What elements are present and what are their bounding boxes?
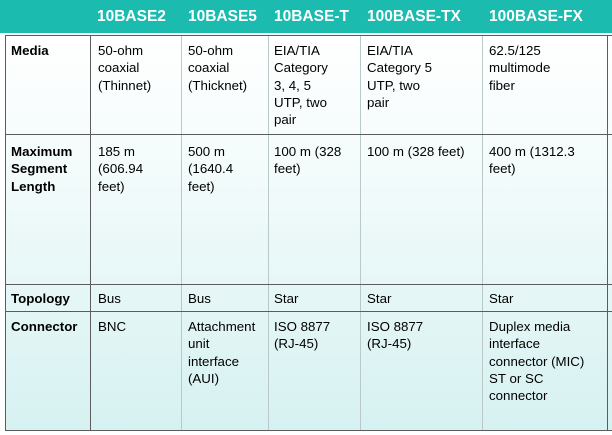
- table-cell: EIA/TIA Category 3, 4, 5 UTP, two pair: [274, 43, 328, 128]
- table-cell: 50-ohm coaxial (Thinnet): [98, 43, 152, 93]
- table-cell: 100 m (328 feet): [274, 144, 342, 177]
- row-label-connector: Connector: [11, 319, 78, 334]
- table-cell: Duplex media interface connector (MIC) ST or SC connector: [489, 319, 585, 404]
- row-label-max-segment-length: Maximum Segment Length: [11, 144, 73, 194]
- table-cell: 62.5/125 multimode fiber: [489, 43, 551, 93]
- table-cell: 500 m (1640.4 feet): [188, 144, 234, 194]
- table-cell: Star: [367, 291, 392, 306]
- grid-line: [268, 35, 269, 431]
- grid-line: [5, 35, 612, 36]
- table-cell: ISO 8877 (RJ-45): [274, 319, 331, 352]
- header-10base-t: 10BASE-T: [274, 8, 349, 25]
- table-cell: 400 m (1312.3 feet): [489, 144, 575, 177]
- grid-line: [482, 35, 483, 431]
- table-cell: Star: [489, 291, 514, 306]
- table-cell: ISO 8877 (RJ-45): [367, 319, 424, 352]
- header-10base2: 10BASE2: [97, 8, 166, 25]
- grid-line: [360, 35, 361, 431]
- table-cell: Star: [274, 291, 299, 306]
- grid-line: [5, 35, 6, 431]
- header-10base5: 10BASE5: [188, 8, 257, 25]
- table-cell: 100 m (328 feet): [367, 144, 465, 159]
- table-cell: Bus: [98, 291, 121, 306]
- table-cell: 50-ohm coaxial (Thicknet): [188, 43, 248, 93]
- grid-line: [607, 35, 608, 431]
- grid-line: [5, 311, 612, 312]
- table-cell: Attachment unit interface (AUI): [188, 319, 256, 386]
- row-label-media: Media: [11, 43, 49, 58]
- row-label-topology: Topology: [11, 291, 70, 306]
- table-cell: 185 m (606.94 feet): [98, 144, 144, 194]
- grid-line: [5, 430, 612, 431]
- table-cell: EIA/TIA Category 5 UTP, two pair: [367, 43, 433, 110]
- grid-line: [5, 134, 612, 135]
- header-100base-tx: 100BASE-TX: [367, 8, 461, 25]
- header-100base-fx: 100BASE-FX: [489, 8, 583, 25]
- table-cell: BNC: [98, 319, 127, 334]
- grid-line: [5, 284, 612, 285]
- table-cell: Bus: [188, 291, 211, 306]
- grid-line: [90, 35, 91, 431]
- grid-line: [181, 35, 182, 431]
